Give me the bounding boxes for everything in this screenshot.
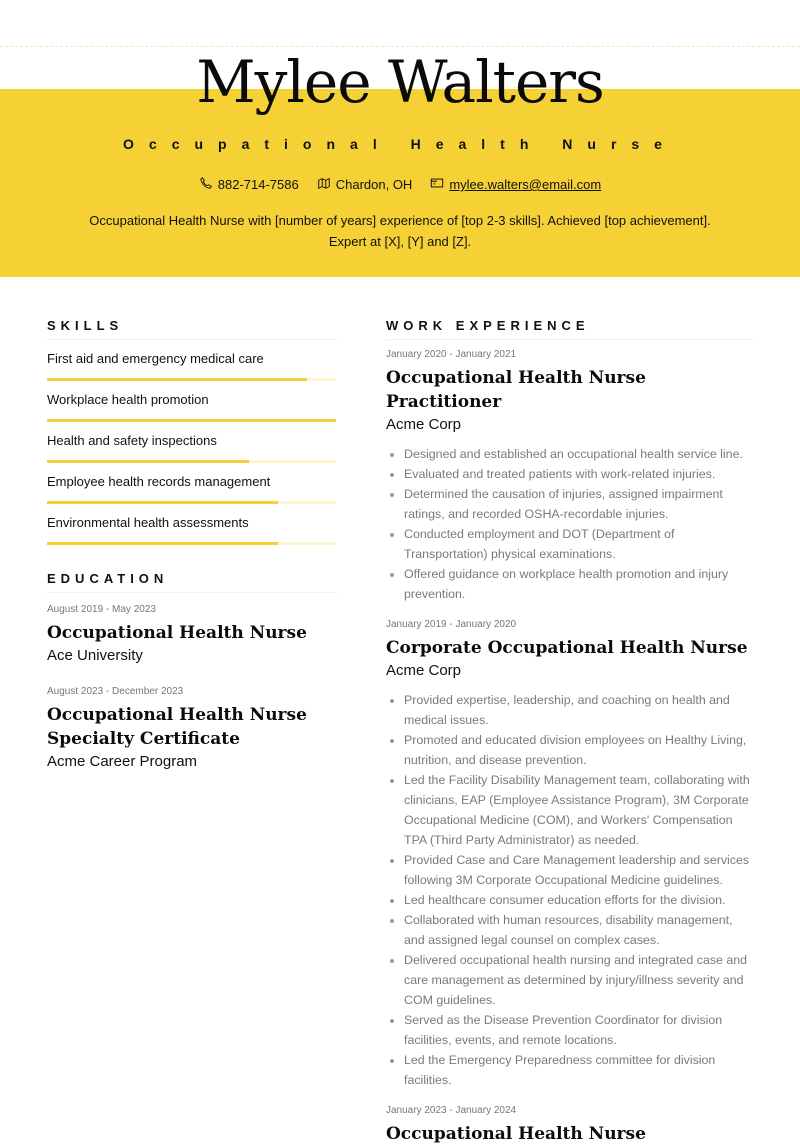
skill-level-bar xyxy=(47,419,336,422)
job-title: Occupational Health Nurse Practitioner xyxy=(386,368,646,412)
job-company: Acme Corp xyxy=(386,662,462,679)
experience-heading: WORK EXPERIENCE xyxy=(386,318,754,340)
job-bullet: • Led the Emergency Preparedness committee for division facilities. xyxy=(404,1050,754,1090)
job-bullet: • Offered guidance on workplace health promotion and injury prevention. xyxy=(404,564,754,604)
skill-item xyxy=(47,391,337,422)
contact-location xyxy=(317,176,413,193)
profile-summary: Occupational Health Nurse with [number of years] experience of [top 2-3 skills]. Achieved [top achievement]. Expert at [X], [Y] and [Z]. xyxy=(89,213,711,249)
job-bullet: • Promoted and educated division employees on Healthy Living, nutrition, and disease prevention. xyxy=(404,730,754,770)
location-text: Chardon, OH xyxy=(335,177,413,192)
skill-item xyxy=(47,350,337,381)
education-list xyxy=(47,603,337,773)
job-bullet: • Delivered occupational health nursing and integrated case and care management as determined by injury/illness severity and COM guidelines. xyxy=(404,950,754,1010)
contact-email[interactable] xyxy=(430,176,601,193)
right-column xyxy=(386,318,754,1146)
education-entry xyxy=(47,603,337,667)
job-bullet: • Designed and established an occupational health service line. xyxy=(404,444,754,464)
job-title: Occupational Health Nurse xyxy=(386,1124,646,1144)
job-date: January 2020 - January 2021 xyxy=(386,349,517,360)
job-bullet: • Led healthcare consumer education efforts for the division. xyxy=(404,890,754,910)
job-bullet: • Provided Case and Care Management leadership and services following 3M Corporate Occupational Medicine guidelines. xyxy=(404,850,754,890)
skill-level-bar xyxy=(47,460,336,463)
job-bullet: • Conducted employment and DOT (Department of Transportation) physical examinations. xyxy=(404,524,754,564)
job-bullet: • Collaborated with human resources, disability management, and assigned legal counsel on complex cases. xyxy=(404,910,754,950)
skill-item xyxy=(47,514,337,545)
skill-level-fill xyxy=(47,501,278,504)
job-title: Occupational Health Nurse xyxy=(123,136,677,152)
skill-item xyxy=(47,432,337,463)
skill-level-bar xyxy=(47,501,336,504)
skill-label: Employee health records management xyxy=(47,474,271,489)
education-degree: Occupational Health Nurse Specialty Certificate xyxy=(47,705,307,749)
job-entry xyxy=(386,618,754,1090)
email-link[interactable]: mylee.walters@email.com xyxy=(449,177,602,192)
phone-text: 882-714-7586 xyxy=(217,177,299,192)
job-bullet: • Led the Facility Disability Management team, collaborating with clinicians, EAP (Employee Assistance Program), 3M Corporate Occupational Medicine (COM), and Workers' Compensation TPA (Third Party Administrator) as needed. xyxy=(404,770,754,850)
map-icon xyxy=(317,176,331,193)
contact-row xyxy=(0,176,800,193)
education-heading: EDUCATION xyxy=(47,571,337,593)
skill-label: Health and safety inspections xyxy=(47,433,217,448)
job-bullets xyxy=(386,690,754,1090)
job-bullet: • Determined the causation of injuries, assigned impairment ratings, and recorded OSHA-recordable injuries. xyxy=(404,484,754,524)
left-column xyxy=(47,318,337,773)
skill-level-bar xyxy=(47,378,336,381)
job-bullet: • Served as the Disease Prevention Coordinator for division facilities, events, and remote locations. xyxy=(404,1010,754,1050)
contact-phone xyxy=(199,176,299,193)
job-title: Corporate Occupational Health Nurse xyxy=(386,638,748,658)
skill-level-bar xyxy=(47,542,336,545)
education-entry xyxy=(47,685,337,773)
skill-level-fill xyxy=(47,419,336,422)
skill-label: Workplace health promotion xyxy=(47,392,209,407)
skill-level-fill xyxy=(47,542,278,545)
mail-icon xyxy=(430,176,444,193)
education-degree: Occupational Health Nurse xyxy=(47,623,307,643)
job-date: January 2023 - January 2024 xyxy=(386,1105,517,1116)
phone-icon xyxy=(199,176,213,193)
job-bullets xyxy=(386,444,754,604)
skill-label: First aid and emergency medical care xyxy=(47,351,264,366)
skills-list xyxy=(47,350,337,545)
skill-level-fill xyxy=(47,460,249,463)
candidate-name: Mylee Walters xyxy=(196,48,604,116)
job-bullet: • Evaluated and treated patients with work-related injuries. xyxy=(404,464,754,484)
education-school: Acme Career Program xyxy=(47,753,198,770)
job-date: January 2019 - January 2020 xyxy=(386,619,517,630)
education-date: August 2019 - May 2023 xyxy=(47,604,156,615)
education-date: August 2023 - December 2023 xyxy=(47,686,184,697)
education-school: Ace University xyxy=(47,647,143,664)
job-entry xyxy=(386,1104,754,1146)
skill-label: Environmental health assessments xyxy=(47,515,249,530)
job-entry xyxy=(386,348,754,604)
job-company: Acme Corp xyxy=(386,416,462,433)
skill-item xyxy=(47,473,337,504)
experience-list xyxy=(386,348,754,1146)
skill-level-fill xyxy=(47,378,307,381)
skills-heading: SKILLS xyxy=(47,318,337,340)
job-bullet: • Provided expertise, leadership, and coaching on health and medical issues. xyxy=(404,690,754,730)
